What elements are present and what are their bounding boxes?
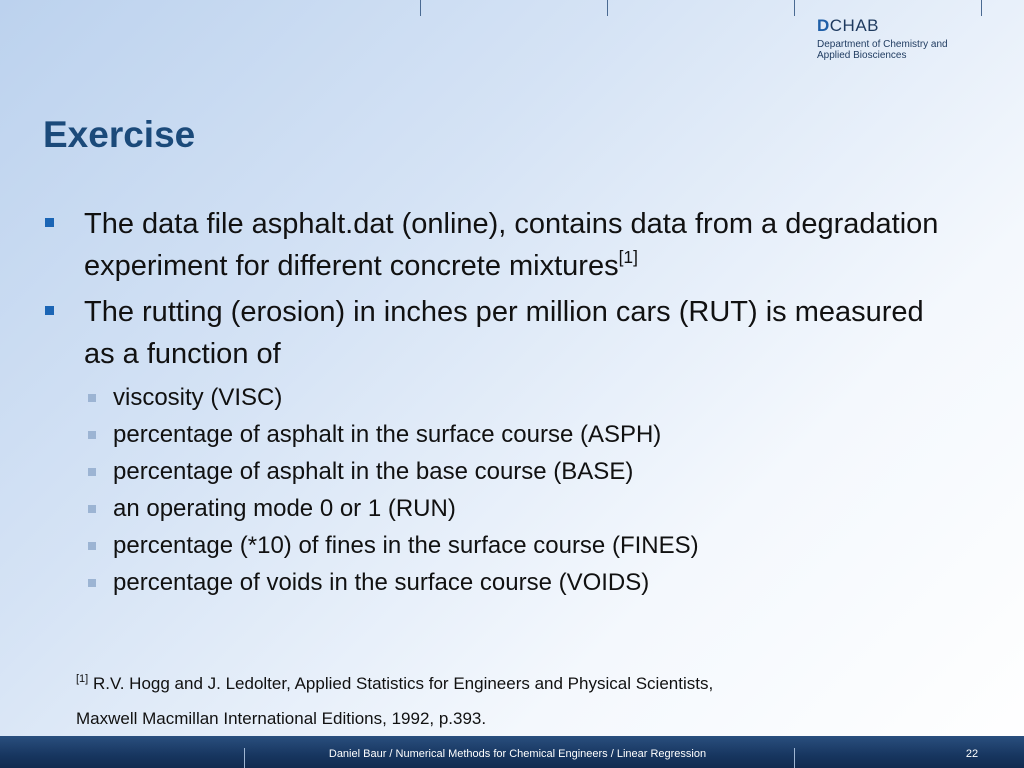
- sub-bullet-square-icon: [88, 542, 96, 550]
- logo-brand-rest: CHAB: [829, 16, 880, 35]
- bullet-item: [43, 291, 943, 375]
- bullet-square-icon: [45, 218, 54, 227]
- sub-bullet-square-icon: [88, 579, 96, 587]
- sub-bullet-item: [43, 564, 943, 601]
- logo-department: [817, 39, 948, 61]
- sub-bullet-item: [43, 379, 943, 416]
- reference-marker: [1]: [76, 673, 89, 685]
- sub-bullet-square-icon: [88, 505, 96, 513]
- citation-marker: [1]: [618, 246, 638, 267]
- sub-bullet-item: [43, 527, 943, 564]
- sub-bullet-item: [43, 416, 943, 453]
- sub-bullet-square-icon: [88, 431, 96, 439]
- slide-title: Exercise: [43, 114, 196, 155]
- sub-bullet-square-icon: [88, 394, 96, 402]
- reference-text-line2: Maxwell Macmillan International Editions, 1992, p.393.: [76, 709, 487, 728]
- logo-brand: [817, 16, 948, 36]
- sub-bullet-text: percentage (*10) of fines in the surface course (FINES): [113, 532, 699, 559]
- logo-dept-line2: Applied Biosciences: [817, 50, 907, 61]
- sub-bullet-text: percentage of voids in the surface course (VOIDS): [113, 569, 650, 596]
- bullet-text: The data file asphalt.dat (online), contains data from a degradation experiment for different concrete mixtures: [84, 208, 939, 282]
- sub-bullet-item: [43, 490, 943, 527]
- sub-bullet-item: [43, 453, 943, 490]
- logo-brand-initial: D: [817, 16, 830, 35]
- reference-text-line1: R.V. Hogg and J. Ledolter, Applied Statistics for Engineers and Physical Scientists,: [88, 674, 714, 693]
- bullet-list: [43, 203, 943, 601]
- bullet-item: [43, 203, 943, 287]
- sub-bullet-square-icon: [88, 468, 96, 476]
- reference-footnote: [76, 666, 713, 736]
- logo-dept-line1: Department of Chemistry and: [817, 39, 948, 50]
- header-tick: [794, 0, 795, 16]
- reference-line1: [76, 666, 713, 701]
- sub-bullet-text: viscosity (VISC): [113, 384, 283, 411]
- footer-bar: [0, 736, 1024, 768]
- dchab-logo: [817, 16, 948, 61]
- footer-text: Daniel Baur / Numerical Methods for Chemical Engineers / Linear Regression: [328, 748, 707, 760]
- footer-divider: [794, 748, 795, 768]
- sub-bullet-text: percentage of asphalt in the base course (BASE): [113, 458, 634, 485]
- bullet-square-icon: [45, 306, 54, 315]
- header-tick: [420, 0, 421, 16]
- sub-bullet-text: an operating mode 0 or 1 (RUN): [113, 495, 456, 522]
- bullet-text: The rutting (erosion) in inches per million cars (RUT) is measured as a function of: [84, 296, 924, 370]
- page-number: 22: [965, 748, 979, 760]
- header-tick: [607, 0, 608, 16]
- sub-bullet-text: percentage of asphalt in the surface course (ASPH): [113, 421, 662, 448]
- header-tick: [981, 0, 982, 16]
